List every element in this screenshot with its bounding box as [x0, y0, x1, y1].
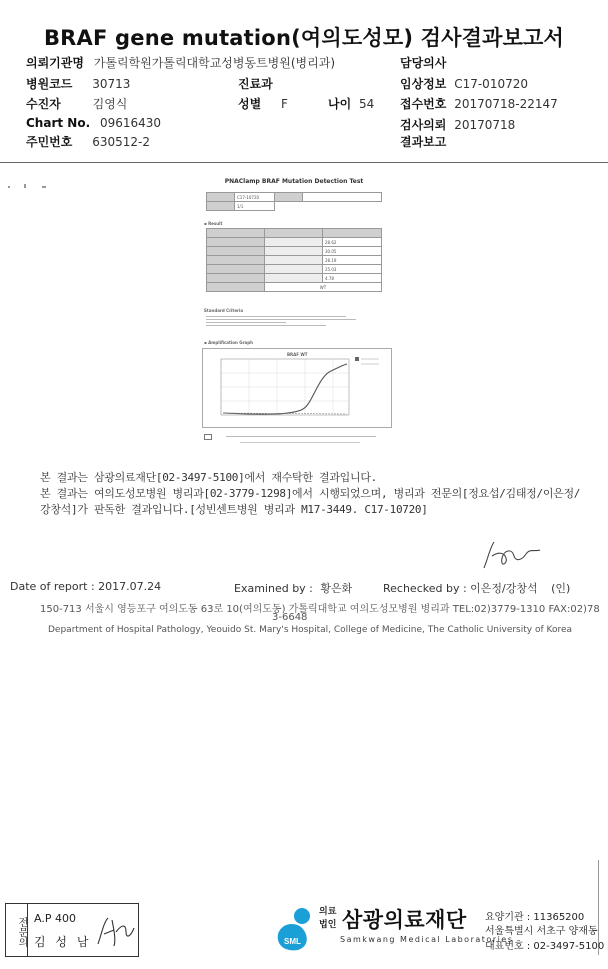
patient-value: 김영식 — [92, 97, 128, 111]
final-result: WT — [265, 283, 382, 292]
sml-logo-icon — [272, 904, 318, 952]
clinical-value: C17-010720 — [454, 77, 528, 91]
scan-logo-icon — [204, 434, 212, 440]
patient-row — [26, 95, 127, 112]
org-name-english: Samkwang Medical Laboratories — [340, 935, 514, 944]
body-line-1: 본 결과는 삼광의료재단[02-3497-5100]에서 재수탁한 결과입니다. — [40, 471, 377, 484]
scan-criteria-lines — [206, 314, 356, 328]
institution-label: 의뢰기관명 — [26, 56, 84, 70]
scan-result-heading: ▪ Result — [204, 221, 223, 226]
department-english: Department of Hospital Pathology, Yeouido St. Mary's Hospital, College of Medicine, The Catholic University of Korea — [48, 625, 573, 635]
result-row-name — [207, 265, 265, 274]
scan-id-value: C17-10720 — [235, 193, 275, 202]
address-line-1: 150-713 서울시 영등포구 여의도동 63로 10(여의도동) 가톨릭대학교 여의도성모병원 병리과 TEL:02)3779-1310 FAX:02)78 — [40, 604, 600, 615]
result-dct: 30.05 — [323, 247, 382, 256]
sex-label: 성별 — [238, 97, 262, 111]
result-row-name — [207, 274, 265, 283]
graph-title: BRAF WT — [287, 352, 308, 357]
scan-id-cell — [303, 193, 382, 202]
id-value: 630512-2 — [92, 135, 150, 149]
result-row-name — [207, 247, 265, 256]
scan-result-table — [206, 228, 382, 292]
table-row — [207, 283, 382, 292]
scan-criteria-heading: Standard Criteria — [204, 308, 244, 313]
institution-value: 가톨릭학원가톨릭대학교성병동트병원(병리과) — [93, 56, 336, 70]
body-line-3: 강창석]가 판독한 결과입니다.[성빈센트병원 병리과 M17-3449. C17-10720] — [40, 503, 428, 516]
clinical-row — [400, 75, 528, 92]
age-label: 나이 — [328, 97, 352, 111]
clinical-label: 임상정보 — [400, 77, 447, 91]
result-row-name — [207, 238, 265, 247]
org-name: 삼광의료재단 — [342, 908, 467, 932]
embedded-test-report — [196, 176, 392, 456]
hospital-code-label: 병원코드 — [26, 77, 73, 91]
sml-logo-text: SML — [284, 937, 301, 946]
result-dct: 28.19 — [323, 256, 382, 265]
stamp-doc-number: A.P 400 — [34, 912, 76, 925]
scan-footer-line — [226, 436, 376, 437]
chart-value: 09616430 — [99, 116, 162, 130]
age-value: 54 — [359, 97, 375, 111]
receipt-row — [400, 95, 558, 112]
result-label: 결과보고 — [400, 135, 447, 149]
scan-page-value: 1/1 — [235, 202, 275, 211]
org-care-number: 요양기관 : 11365200 — [485, 912, 585, 923]
amplification-curve — [203, 349, 391, 427]
patient-label: 수진자 — [26, 97, 61, 111]
stamp-side-label: 전문의 — [6, 904, 28, 956]
table-row — [207, 256, 382, 265]
doctor-label: 담당의사 — [400, 56, 447, 70]
chart-row — [26, 116, 161, 130]
rechecked-by — [383, 580, 570, 596]
id-label: 주민번호 — [26, 135, 73, 149]
stamp-signature — [94, 914, 136, 950]
sex-value: F — [281, 97, 288, 111]
result-row — [400, 133, 446, 150]
request-label: 검사의뢰 — [400, 118, 447, 132]
rechecked-name: 이은정/강창석 — [470, 582, 538, 595]
receipt-value: 20170718-22147 — [454, 97, 558, 111]
request-row — [400, 116, 515, 133]
result-dct: 28.62 — [323, 238, 382, 247]
rechecker-signature — [478, 538, 548, 576]
receipt-label: 접수번호 — [400, 97, 447, 111]
seal-mark: (인) — [551, 582, 571, 595]
org-phone: 대표번호 : 02-3497-5100 — [485, 941, 605, 952]
scan-id-header-2 — [275, 193, 303, 202]
id-row — [26, 133, 150, 150]
age-row — [328, 95, 374, 112]
pathologist-stamp — [5, 903, 139, 957]
table-row — [207, 274, 382, 283]
address-line-2: 3-6648 — [272, 612, 308, 623]
rechecked-label: Rechecked by : — [383, 582, 467, 595]
scan-title: PNAClamp BRAF Mutation Detection Test — [224, 178, 364, 185]
scan-graph-heading: ▪ Amplification Graph — [204, 340, 253, 345]
report-title: BRAF gene mutation(여의도성모) 검사결과보고서 — [43, 26, 565, 50]
table-row — [207, 265, 382, 274]
amplification-graph — [202, 348, 392, 428]
result-row-name — [207, 256, 265, 265]
org-address: 서울특별시 서초구 양재동 — [485, 926, 598, 937]
dept-row — [238, 75, 273, 92]
report-date: Date of report : 2017.07.24 — [10, 580, 162, 593]
examined-by — [234, 580, 352, 596]
scan-footer-line-2 — [240, 442, 360, 443]
scan-marks — [8, 184, 48, 190]
request-value: 20170718 — [454, 118, 516, 132]
scan-page-header — [207, 202, 235, 211]
sex-row — [238, 95, 288, 112]
table-row — [207, 247, 382, 256]
institution-row — [26, 54, 335, 71]
hospital-code-row — [26, 75, 130, 92]
org-corp-label: 의료 법인 — [319, 907, 337, 930]
result-dct: 4.78 — [323, 274, 382, 283]
header-divider — [0, 162, 608, 163]
result-dct: 25.03 — [323, 265, 382, 274]
stamp-name: 김 성 남 — [34, 935, 92, 949]
body-line-2: 본 결과는 여의도성모병원 병리과[02-3779-1298]에서 시행되었으며, 병리과 전문의[정요섭/김태정/이은정/ — [40, 487, 581, 500]
examined-label: Examined by : — [234, 582, 313, 595]
examined-name: 황은화 — [320, 582, 353, 595]
dept-label: 진료과 — [238, 77, 273, 91]
scan-id-header — [207, 193, 235, 202]
chart-label: Chart No. — [26, 116, 91, 130]
doctor-row — [400, 54, 446, 71]
table-row — [207, 238, 382, 247]
hospital-code-value: 30713 — [92, 77, 131, 91]
scan-id-table — [206, 192, 382, 211]
